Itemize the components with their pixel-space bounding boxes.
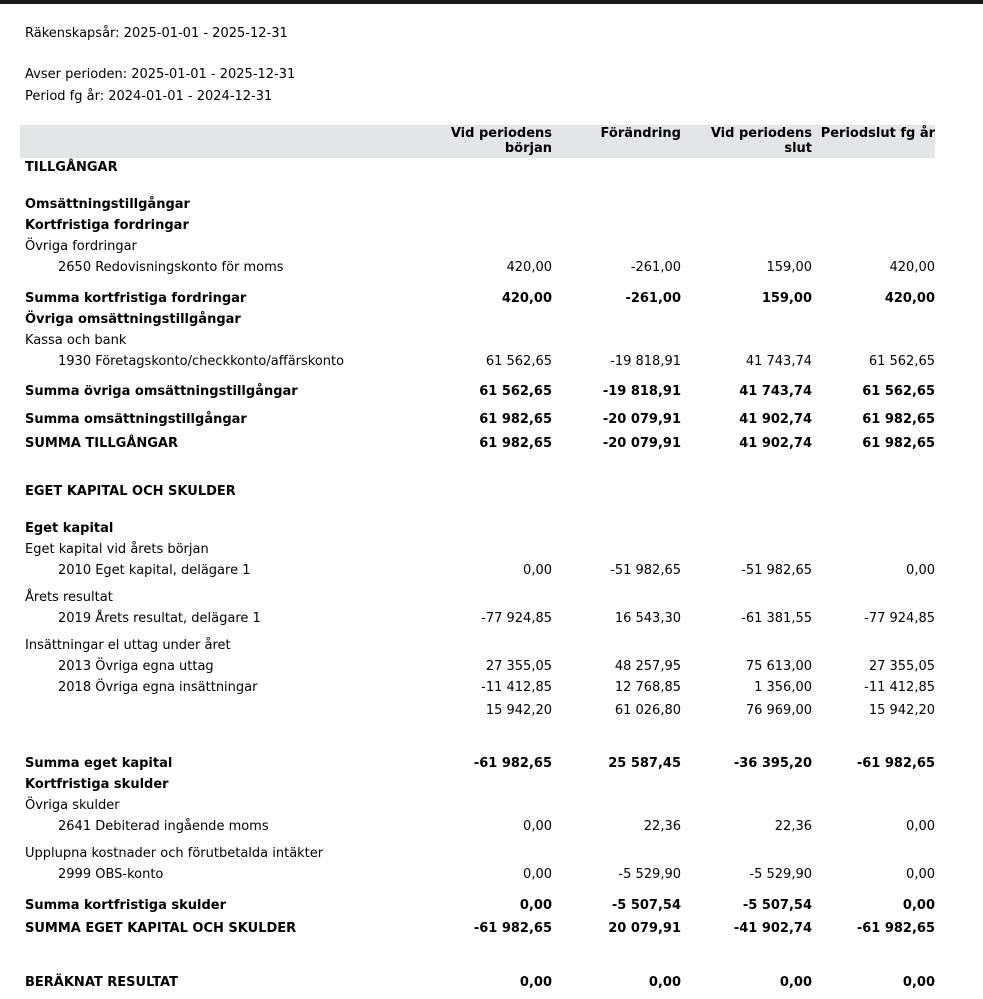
table-row (20, 973, 935, 994)
row-value: -61 982,65 (856, 756, 935, 771)
row-label: Övriga skulder (25, 798, 120, 813)
row-label: Upplupna kostnader och förutbetalda intäkter (25, 846, 324, 861)
row-label: Omsättningstillgångar (25, 197, 190, 212)
spacer-cell (20, 279, 935, 289)
row-value: -61 982,65 (473, 756, 552, 771)
row-label: Kortfristiga skulder (25, 777, 169, 792)
spacer-cell (20, 503, 935, 519)
row-value: 12 768,85 (614, 680, 681, 695)
row-value (552, 636, 681, 657)
row-label: Summa eget kapital (25, 756, 173, 771)
row-value: -20 079,91 (602, 412, 681, 427)
row-value: 420,00 (884, 291, 935, 306)
row-value: -19 818,91 (610, 354, 681, 369)
table-row (20, 657, 935, 678)
table-row (20, 258, 935, 279)
row-value: 48 257,95 (614, 659, 681, 674)
row-value: -5 529,90 (749, 867, 812, 882)
row-value (812, 310, 935, 331)
row-value (427, 482, 552, 503)
row-value: 20 079,91 (608, 921, 681, 936)
row-value (681, 310, 812, 331)
spacer-row (20, 455, 935, 482)
row-value (427, 844, 552, 865)
row-value: 0,00 (906, 867, 935, 882)
row-label: Summa kortfristiga skulder (25, 898, 227, 913)
meta-gap (25, 42, 983, 66)
row-value (552, 540, 681, 561)
row-value (812, 519, 935, 540)
column-header-change: Förändring (552, 125, 681, 158)
row-value: 25 587,45 (608, 756, 681, 771)
period-text: Avser perioden: 2025-01-01 - 2025-12-31 (25, 67, 296, 82)
row-value (552, 775, 681, 796)
row-value: -261,00 (630, 260, 681, 275)
row-label: 2650 Redovisningskonto för moms (58, 260, 284, 275)
table-row (20, 289, 935, 310)
row-value: -51 982,65 (610, 563, 681, 578)
table-row (20, 844, 935, 865)
row-value (812, 158, 935, 179)
table-body (20, 158, 935, 994)
row-label: 2019 Årets resultat, delägare 1 (58, 611, 261, 626)
spacer-cell (20, 455, 935, 482)
row-value: -41 902,74 (733, 921, 812, 936)
row-value: 27 355,05 (485, 659, 552, 674)
table-row (20, 410, 935, 431)
row-value (812, 237, 935, 258)
table-row (20, 434, 935, 455)
row-value (552, 482, 681, 503)
table-row (20, 678, 935, 699)
row-value: 420,00 (889, 260, 935, 275)
row-value (812, 540, 935, 561)
column-header-label (20, 125, 427, 158)
row-value: 0,00 (523, 819, 552, 834)
row-value: -77 924,85 (864, 611, 935, 626)
spacer-row (20, 373, 935, 382)
table-row (20, 352, 935, 373)
row-value (681, 331, 812, 352)
row-label: Övriga omsättningstillgångar (25, 312, 241, 327)
table-row (20, 158, 935, 179)
table-row (20, 919, 935, 940)
row-value: 61 982,65 (479, 412, 552, 427)
table-row (20, 896, 935, 917)
row-label: 1930 Företagskonto/checkkonto/affärskonto (58, 354, 345, 369)
table-header-row (20, 125, 935, 158)
row-value: 76 969,00 (745, 703, 812, 718)
row-value (681, 540, 812, 561)
table-row (20, 540, 935, 561)
row-label: Summa övriga omsättningstillgångar (25, 384, 298, 399)
row-value (681, 195, 812, 216)
row-value: 16 543,30 (614, 611, 681, 626)
row-value (681, 519, 812, 540)
row-value (681, 482, 812, 503)
row-value: 159,00 (766, 260, 812, 275)
row-value: 420,00 (506, 260, 552, 275)
row-value (812, 588, 935, 609)
row-value (812, 844, 935, 865)
spacer-cell (20, 940, 935, 973)
row-value: -20 079,91 (602, 436, 681, 451)
row-value (552, 796, 681, 817)
row-value (812, 796, 935, 817)
row-value: -77 924,85 (481, 611, 552, 626)
table-row (20, 331, 935, 352)
row-value (552, 158, 681, 179)
row-value: 61 562,65 (862, 384, 935, 399)
row-value: 1 356,00 (754, 680, 812, 695)
row-value (427, 195, 552, 216)
balance-table (20, 125, 935, 994)
spacer-row (20, 940, 935, 973)
row-value (681, 588, 812, 609)
row-value: 159,00 (761, 291, 812, 306)
spacer-row (20, 503, 935, 519)
row-label: Årets resultat (25, 590, 113, 605)
row-value: 420,00 (501, 291, 552, 306)
table-row (20, 519, 935, 540)
row-value: 15 942,20 (485, 703, 552, 718)
column-header-period-end: Vid periodens slut (681, 125, 812, 158)
row-value: 0,00 (523, 563, 552, 578)
row-value (552, 310, 681, 331)
row-label: 2018 Övriga egna insättningar (58, 680, 258, 695)
row-value: 0,00 (523, 867, 552, 882)
row-value (552, 216, 681, 237)
row-value: 0,00 (902, 898, 935, 913)
row-label: TILLGÅNGAR (25, 160, 118, 175)
row-value: -5 507,54 (742, 898, 812, 913)
spacer-row (20, 279, 935, 289)
table-row (20, 588, 935, 609)
row-value: 61 562,65 (868, 354, 935, 369)
spacer-cell (20, 403, 935, 410)
row-label: 2010 Eget kapital, delägare 1 (58, 563, 251, 578)
row-value: 0,00 (519, 975, 552, 990)
table-row (20, 382, 935, 403)
table-row (20, 865, 935, 886)
row-value (812, 216, 935, 237)
row-value (427, 216, 552, 237)
report-meta (25, 25, 983, 105)
row-value (427, 540, 552, 561)
row-value: -61 982,65 (856, 921, 935, 936)
row-value (552, 237, 681, 258)
row-value (681, 796, 812, 817)
row-value: 22,36 (774, 819, 812, 834)
top-divider-bar (0, 0, 983, 4)
row-value (552, 588, 681, 609)
row-label: 2641 Debiterad ingående moms (58, 819, 269, 834)
row-label: 2013 Övriga egna uttag (58, 659, 214, 674)
table-row (20, 216, 935, 237)
row-label: Övriga fordringar (25, 239, 137, 254)
row-value: 61 026,80 (614, 703, 681, 718)
row-value: -261,00 (625, 291, 681, 306)
row-value: -11 412,85 (864, 680, 935, 695)
fiscal-year-text: Räkenskapsår: 2025-01-01 - 2025-12-31 (25, 26, 288, 41)
row-value: 61 982,65 (479, 436, 552, 451)
row-value: 61 982,65 (862, 436, 935, 451)
row-value: -5 507,54 (611, 898, 681, 913)
row-value: 15 942,20 (868, 703, 935, 718)
row-value: 27 355,05 (868, 659, 935, 674)
row-value: -5 529,90 (618, 867, 681, 882)
row-value (552, 519, 681, 540)
row-value (552, 195, 681, 216)
table-row (20, 561, 935, 582)
table-row (20, 817, 935, 838)
table-row (20, 775, 935, 796)
row-value: -36 395,20 (733, 756, 812, 771)
row-value (427, 796, 552, 817)
column-header-prev-year-end: Periodslut fg år (812, 125, 935, 158)
row-value: -19 818,91 (602, 384, 681, 399)
row-value: 0,00 (519, 898, 552, 913)
row-value (427, 237, 552, 258)
row-label: Kassa och bank (25, 333, 127, 348)
row-label: Summa kortfristiga fordringar (25, 291, 247, 306)
row-value (427, 310, 552, 331)
row-value: 75 613,00 (745, 659, 812, 674)
spacer-row (20, 179, 935, 195)
row-label: EGET KAPITAL OCH SKULDER (25, 484, 236, 499)
row-value: 61 562,65 (479, 384, 552, 399)
row-value: -11 412,85 (481, 680, 552, 695)
table-row (20, 310, 935, 331)
row-value (427, 588, 552, 609)
row-value (427, 158, 552, 179)
table-row (20, 482, 935, 503)
spacer-cell (20, 179, 935, 195)
row-value (427, 775, 552, 796)
row-value: 61 562,65 (485, 354, 552, 369)
row-value (681, 158, 812, 179)
previous-period-text: Period fg år: 2024-01-01 - 2024-12-31 (25, 89, 273, 104)
spacer-row (20, 403, 935, 410)
column-header-period-start: Vid periodens början (427, 125, 552, 158)
spacer-cell (20, 373, 935, 382)
row-label: SUMMA EGET KAPITAL OCH SKULDER (25, 921, 297, 936)
table-header (20, 125, 935, 158)
table-row (20, 754, 935, 775)
row-value (681, 216, 812, 237)
row-value: 0,00 (648, 975, 681, 990)
row-value (812, 636, 935, 657)
row-value (681, 844, 812, 865)
row-label: Summa omsättningstillgångar (25, 412, 247, 427)
row-value (681, 237, 812, 258)
table-row (20, 796, 935, 817)
row-value: -61 982,65 (473, 921, 552, 936)
row-value: 41 743,74 (745, 354, 812, 369)
table-row (20, 636, 935, 657)
spacer-row (20, 886, 935, 896)
row-value: 0,00 (779, 975, 812, 990)
row-value: 41 743,74 (739, 384, 812, 399)
row-value: 0,00 (906, 563, 935, 578)
row-label (20, 701, 427, 722)
row-value: 41 902,74 (739, 412, 812, 427)
spacer-row (20, 722, 935, 754)
row-value (812, 331, 935, 352)
row-value (812, 482, 935, 503)
row-value: 0,00 (902, 975, 935, 990)
table-row (20, 701, 935, 722)
row-value (427, 636, 552, 657)
row-value (427, 331, 552, 352)
row-label: Eget kapital vid årets början (25, 542, 209, 557)
row-value (552, 331, 681, 352)
row-value: -51 982,65 (741, 563, 812, 578)
row-value: 0,00 (906, 819, 935, 834)
row-value (812, 775, 935, 796)
row-label: 2999 OBS-konto (58, 867, 164, 882)
row-value: -61 381,55 (741, 611, 812, 626)
row-value: 22,36 (643, 819, 681, 834)
row-value (681, 775, 812, 796)
row-value (552, 844, 681, 865)
spacer-cell (20, 886, 935, 896)
row-label: SUMMA TILLGÅNGAR (25, 436, 179, 451)
row-value (427, 519, 552, 540)
row-value (812, 195, 935, 216)
row-value: 41 902,74 (739, 436, 812, 451)
row-value: 61 982,65 (862, 412, 935, 427)
table-row (20, 195, 935, 216)
row-label: Eget kapital (25, 521, 114, 536)
row-label: Insättningar el uttag under året (25, 638, 231, 653)
table-row (20, 237, 935, 258)
row-label: Kortfristiga fordringar (25, 218, 189, 233)
row-value (681, 636, 812, 657)
row-label: BERÄKNAT RESULTAT (25, 975, 178, 990)
spacer-cell (20, 722, 935, 754)
table-row (20, 609, 935, 630)
